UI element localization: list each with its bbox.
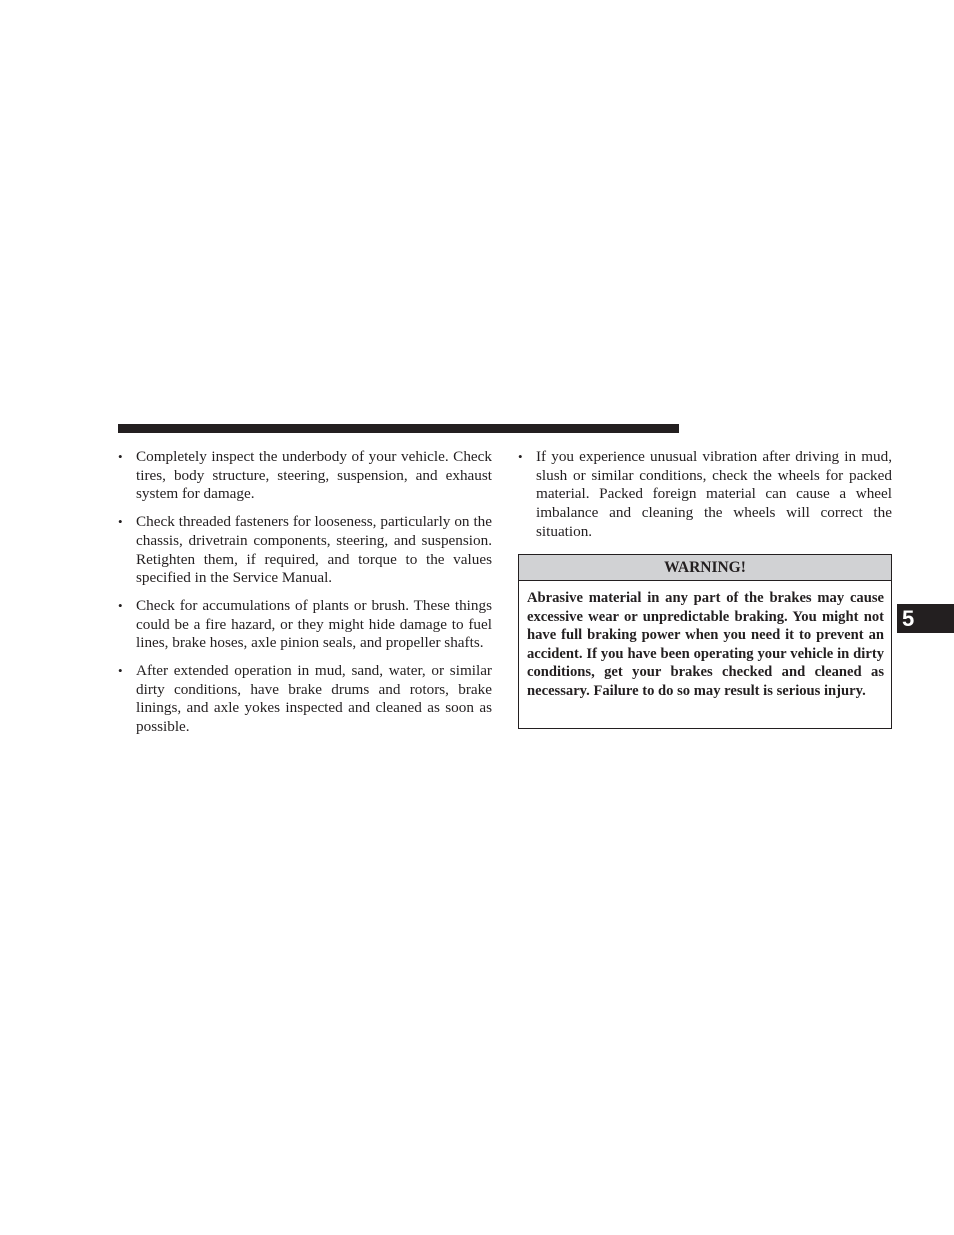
list-item bbox=[518, 448, 892, 542]
list-item bbox=[118, 662, 492, 737]
bullet-icon: • bbox=[118, 597, 123, 613]
list-item-text: Completely inspect the underbody of your vehicle. Check tires, body structure, steering, suspension, and exhaust system for damage. bbox=[136, 448, 492, 503]
section-top-rule bbox=[118, 424, 679, 433]
list-item bbox=[118, 513, 492, 588]
right-bullet-list bbox=[518, 448, 892, 542]
warning-title: WARNING! bbox=[519, 555, 891, 581]
bullet-icon: • bbox=[118, 514, 123, 530]
warning-text: Abrasive material in any part of the brakes may cause excessive wear or unpredictable braking. You might not have full braking power when you need it to prevent an accident. If you have been operating your vehicle in dirty conditions, get your brakes checked and cleaned as necessary. Failure to do so may result is serious injury. bbox=[527, 590, 884, 699]
list-item bbox=[118, 448, 492, 504]
right-column bbox=[518, 448, 892, 551]
list-item-text: Check for accumulations of plants or brush. These things could be a fire hazard, or they might hide damage to fuel lines, brake hoses, axle pinion seals, and propeller shafts. bbox=[136, 596, 492, 652]
bullet-icon: • bbox=[518, 449, 523, 464]
list-item bbox=[118, 597, 492, 653]
list-item-text: After extended operation in mud, sand, water, or similar dirty conditions, have brake drums and rotors, brake linings, and axle yokes inspected and cleaned as soon as possible. bbox=[136, 662, 492, 736]
list-item-text: Check threaded fasteners for looseness, particularly on the chassis, drivetrain components, steering, and suspension. Retighten them, if required, and torque to the values specified in the Service Manual. bbox=[136, 513, 492, 587]
chapter-number: 5 bbox=[902, 606, 915, 631]
warning-box bbox=[518, 554, 892, 729]
bullet-icon: • bbox=[118, 449, 123, 464]
bullet-icon: • bbox=[118, 663, 123, 679]
left-column bbox=[118, 448, 492, 746]
left-bullet-list bbox=[118, 448, 492, 737]
list-item-text: If you experience unusual vibration after driving in mud, slush or similar conditions, check the wheels for packed material. Packed foreign material can cause a wheel imbalance and cleaning the wheels will correct the situation. bbox=[536, 448, 892, 540]
chapter-tab bbox=[897, 604, 954, 633]
